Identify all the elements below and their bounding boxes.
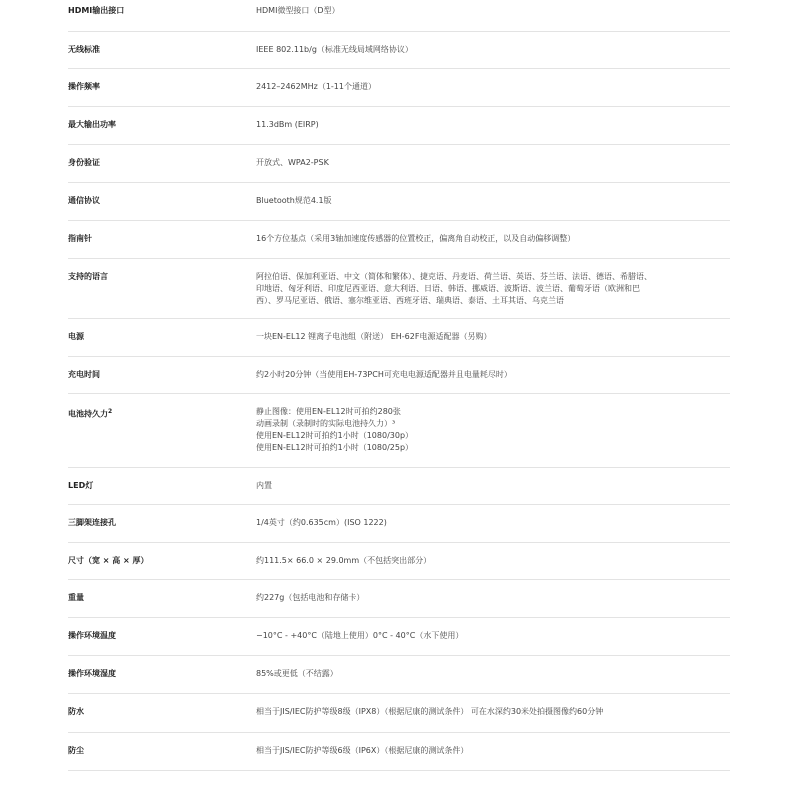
- spec-label: [68, 394, 256, 467]
- spec-value-line: IEEE 802.11b/g（标准无线局域网络协议）: [256, 45, 413, 54]
- spec-row-tripod: [68, 505, 730, 543]
- spec-table: [68, 0, 730, 771]
- spec-value: [256, 580, 730, 617]
- spec-value-line: HDMI微型接口（D型）: [256, 6, 340, 15]
- spec-label: LED灯: [68, 481, 94, 490]
- spec-label: 操作频率: [68, 82, 100, 91]
- spec-label: 支持的语言: [68, 272, 108, 281]
- spec-value-line: 西）、罗马尼亚语、俄语、塞尔维亚语、西班牙语、瑞典语、泰语、土耳其语、乌克兰语: [256, 296, 564, 305]
- spec-row-dimensions: [68, 543, 730, 580]
- spec-value-line: 开放式、WPA2-PSK: [256, 158, 329, 167]
- spec-label: 防尘: [68, 746, 84, 755]
- spec-label: 身份验证: [68, 158, 100, 167]
- spec-value-line: 一块EN-EL12 锂离子电池组（附送） EH-62F电源适配器（另购）: [256, 332, 492, 341]
- spec-label: 操作环境温度: [68, 631, 116, 640]
- spec-value-line: 约2小时20分钟（当使用EH-73PCH可充电电源适配器并且电量耗尽时）: [256, 370, 512, 379]
- spec-row-authentication: [68, 145, 730, 183]
- spec-row-protocol: [68, 183, 730, 221]
- spec-row-humidity: [68, 656, 730, 694]
- spec-label: 防水: [68, 707, 84, 716]
- spec-value-line: 动画录制（录制时的实际电池持久力）³: [256, 419, 396, 428]
- spec-value: [256, 319, 730, 356]
- spec-label: 电源: [68, 332, 84, 341]
- spec-value-line: 阿拉伯语、保加利亚语、中文（简体和繁体）、捷克语、丹麦语、荷兰语、英语、芬兰语、法语、德语、希腊语、: [256, 272, 652, 281]
- spec-row-output-power: [68, 107, 730, 145]
- spec-value: [256, 183, 730, 220]
- spec-value-line: −10°C - +40°C（陆地上使用）0°C - 40°C（水下使用）: [256, 631, 464, 640]
- spec-row-dustproof: [68, 733, 730, 771]
- spec-label: 充电时间: [68, 370, 100, 379]
- spec-value: [256, 0, 730, 31]
- spec-value-line: Bluetooth规范4.1版: [256, 196, 332, 205]
- spec-value-line: 1/4英寸（约0.635cm）(ISO 1222): [256, 518, 387, 527]
- spec-value-line: 使用EN-EL12时可拍约1小时（1080/25p）: [256, 443, 414, 452]
- spec-value: [256, 733, 730, 770]
- spec-value-line: 约227g（包括电池和存储卡）: [256, 593, 365, 602]
- spec-row-temperature: [68, 618, 730, 656]
- spec-value-line: 相当于JIS/IEC防护等级8级（IPX8）（根据尼康的测试条件） 可在水深约30米处拍摄图像约60分钟: [256, 707, 604, 716]
- spec-value-line: 2412–2462MHz（1-11个通道）: [256, 82, 376, 91]
- spec-value-line: 使用EN-EL12时可拍约1小时（1080/30p）: [256, 431, 414, 440]
- spec-value: [256, 656, 730, 693]
- spec-label: 通信协议: [68, 196, 100, 205]
- spec-label: 重量: [68, 593, 84, 602]
- spec-value: [256, 394, 730, 467]
- spec-label: 三脚架连接孔: [68, 518, 116, 527]
- spec-value-line: 约111.5× 66.0 × 29.0mm（不包括突出部分）: [256, 556, 432, 565]
- spec-value-line: 静止图像：使用EN-EL12时可拍约280张: [256, 407, 401, 416]
- spec-value: [256, 69, 730, 106]
- spec-value: [256, 221, 730, 258]
- spec-row-charging-time: [68, 357, 730, 394]
- spec-row-hdmi-output: [68, 0, 730, 32]
- spec-value: [256, 505, 730, 542]
- spec-label: 无线标准: [68, 45, 100, 54]
- spec-row-weight: [68, 580, 730, 618]
- spec-row-led: [68, 468, 730, 505]
- spec-value: [256, 145, 730, 182]
- spec-row-wireless-standard: [68, 32, 730, 69]
- spec-value-line: 内置: [256, 481, 272, 490]
- spec-value-line: 85%或更低（不结露）: [256, 669, 338, 678]
- spec-value: [256, 259, 730, 318]
- spec-label: 操作环境湿度: [68, 669, 116, 678]
- spec-value-line: 印地语、匈牙利语、印度尼西亚语、意大利语、日语、韩语、挪威语、波斯语、波兰语、葡萄牙语（欧洲和巴: [256, 284, 640, 293]
- spec-row-power: [68, 319, 730, 357]
- spec-value: [256, 107, 730, 144]
- spec-row-battery-life: [68, 394, 730, 468]
- spec-label-text: 电池持久力: [68, 409, 108, 419]
- spec-value-line: 11.3dBm (EIRP): [256, 120, 319, 129]
- footnote-marker: 2: [108, 408, 113, 415]
- spec-value: [256, 468, 730, 504]
- spec-value: [256, 357, 730, 393]
- spec-value-line: 相当于JIS/IEC防护等级6级（IP6X）（根据尼康的测试条件）: [256, 746, 469, 755]
- spec-row-compass: [68, 221, 730, 259]
- spec-value: [256, 694, 730, 732]
- spec-label: 尺寸（宽 × 高 × 厚）: [68, 556, 149, 565]
- spec-value: [256, 32, 730, 68]
- spec-row-frequency: [68, 69, 730, 107]
- spec-label: 指南针: [68, 234, 92, 243]
- spec-row-waterproof: [68, 694, 730, 733]
- spec-label: HDMI输出接口: [68, 6, 125, 15]
- spec-value-line: 16个方位基点（采用3轴加速度传感器的位置校正，偏离角自动校正，以及自动偏移调整）: [256, 234, 576, 243]
- spec-label: 最大输出功率: [68, 120, 116, 129]
- spec-value: [256, 543, 730, 579]
- spec-row-languages: [68, 259, 730, 319]
- spec-value: [256, 618, 730, 655]
